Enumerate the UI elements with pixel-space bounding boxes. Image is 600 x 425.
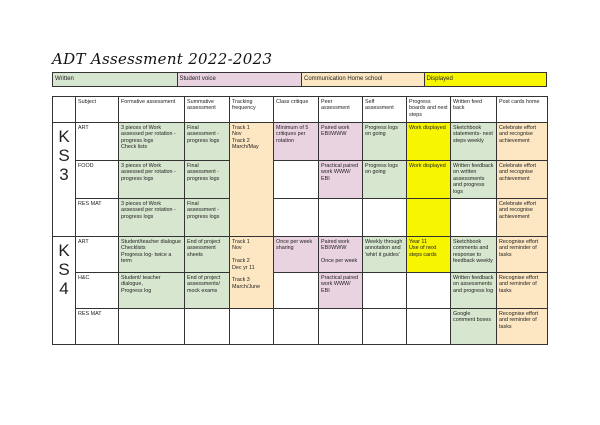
- subject-cell: RES MAT: [76, 309, 119, 345]
- peer-cell: Practical paired work WWW/ EBI: [319, 161, 363, 199]
- feedback-cell: Google comment boxes: [451, 309, 497, 345]
- critique-cell: Minimum of 5 critiques per rotation: [274, 123, 319, 161]
- progress-cell: [407, 273, 451, 309]
- header-critique: Class critique: [274, 97, 319, 123]
- legend: [52, 72, 547, 87]
- peer-cell: [319, 309, 363, 345]
- legend-written: Written: [53, 73, 178, 86]
- self-cell: [363, 199, 407, 237]
- header-peer: Peer assessment: [319, 97, 363, 123]
- table-row: [53, 237, 548, 273]
- tracking-cell: Track 1 Nov Track 2 Dec yr 11 Track 3 March/June: [230, 237, 274, 309]
- critique-cell: Once per week sharing: [274, 237, 319, 273]
- page-title: ADT Assessment 2022-2023: [52, 50, 273, 68]
- header-formative: Formative assessment: [119, 97, 185, 123]
- postcards-cell: Recognise effort and reminder of tasks: [497, 309, 548, 345]
- subject-cell: RES MAT: [76, 199, 119, 237]
- header-row: [53, 97, 548, 123]
- peer-cell: [319, 199, 363, 237]
- feedback-cell: [451, 199, 497, 237]
- critique-cell: [274, 199, 319, 237]
- legend-student-voice: Student voice: [178, 73, 303, 86]
- table-row: [53, 161, 548, 199]
- header-progress: Progress boards and next steps: [407, 97, 451, 123]
- summative-cell: Final assessment - progress logs: [185, 199, 230, 237]
- subject-cell: FOOD: [76, 161, 119, 199]
- header-empty: [53, 97, 76, 123]
- progress-cell: [407, 309, 451, 345]
- formative-cell: 3 pieces of Work assessed per rotation -progress logs Check lists: [119, 123, 185, 161]
- self-cell: Progress logs on going: [363, 123, 407, 161]
- formative-cell: Student/ teacher dialogue, Progress log: [119, 273, 185, 309]
- summative-cell: End of project assessment sheets: [185, 237, 230, 273]
- header-feedback: Written feed back: [451, 97, 497, 123]
- formative-cell: Student/teacher dialogue Checklists Progress log- twice a term: [119, 237, 185, 273]
- critique-cell: [274, 309, 319, 345]
- header-tracking: Tracking frequency: [230, 97, 274, 123]
- feedback-cell: Written feedback on assessments and progress log: [451, 273, 497, 309]
- feedback-cell: Sketchbook statements- next steps weekly: [451, 123, 497, 161]
- legend-communication: Communication Home school: [302, 73, 425, 86]
- table-row: [53, 273, 548, 309]
- formative-cell: [119, 309, 185, 345]
- subject-cell: ART: [76, 123, 119, 161]
- legend-displayed: Displayed: [425, 73, 547, 86]
- header-subject: Subject: [76, 97, 119, 123]
- self-cell: Progress logs on going: [363, 161, 407, 199]
- summative-cell: [185, 309, 230, 345]
- table-row: [53, 123, 548, 161]
- table-row: [53, 309, 548, 345]
- peer-cell: Paired work EBI/WWW: [319, 123, 363, 161]
- formative-cell: 3 pieces of Work assessed per rotation -progress logs: [119, 199, 185, 237]
- self-cell: [363, 309, 407, 345]
- critique-cell: [274, 161, 319, 199]
- postcards-cell: Celebrate effort and recognise achievement: [497, 161, 548, 199]
- header-self: Self assessment: [363, 97, 407, 123]
- subject-cell: H&C: [76, 273, 119, 309]
- header-postcards: Post cards home: [497, 97, 548, 123]
- feedback-cell: Sketchbook comments and response to feedback weekly: [451, 237, 497, 273]
- progress-cell: Work displayed: [407, 161, 451, 199]
- assessment-table: [52, 96, 548, 345]
- peer-cell: Paired work EBI/WWW Once per week: [319, 237, 363, 273]
- progress-cell: [407, 199, 451, 237]
- table-row: [53, 199, 548, 237]
- summative-cell: End of project assessments/ mock exams: [185, 273, 230, 309]
- tracking-cell: Track 1 Nov Track 2 March/May: [230, 123, 274, 237]
- summative-cell: Final assessment - progress logs: [185, 123, 230, 161]
- postcards-cell: Celebrate effort and recognise achievement: [497, 123, 548, 161]
- ks3-label: K S 3: [53, 123, 76, 237]
- peer-cell: Practical paired work WWW/ EBI: [319, 273, 363, 309]
- formative-cell: 3 pieces of Work assessed per rotation -progress logs: [119, 161, 185, 199]
- postcards-cell: Celebrate effort and recognise achievement: [497, 199, 548, 237]
- progress-cell: Work displayed: [407, 123, 451, 161]
- ks4-label: K S 4: [53, 237, 76, 345]
- summative-cell: Final assessment - progress logs: [185, 161, 230, 199]
- self-cell: Weekly through annotation and 'whirl it guides': [363, 237, 407, 273]
- feedback-cell: Written feedback on written assessments and progress logs: [451, 161, 497, 199]
- critique-cell: [274, 273, 319, 309]
- progress-cell: Year 11 Use of next steps cards: [407, 237, 451, 273]
- postcards-cell: Recognise effort and reminder of tasks: [497, 237, 548, 273]
- tracking-cell: [230, 309, 274, 345]
- header-summative: Summative assessment: [185, 97, 230, 123]
- self-cell: [363, 273, 407, 309]
- postcards-cell: Recognise effort and reminder of tasks: [497, 273, 548, 309]
- subject-cell: ART: [76, 237, 119, 273]
